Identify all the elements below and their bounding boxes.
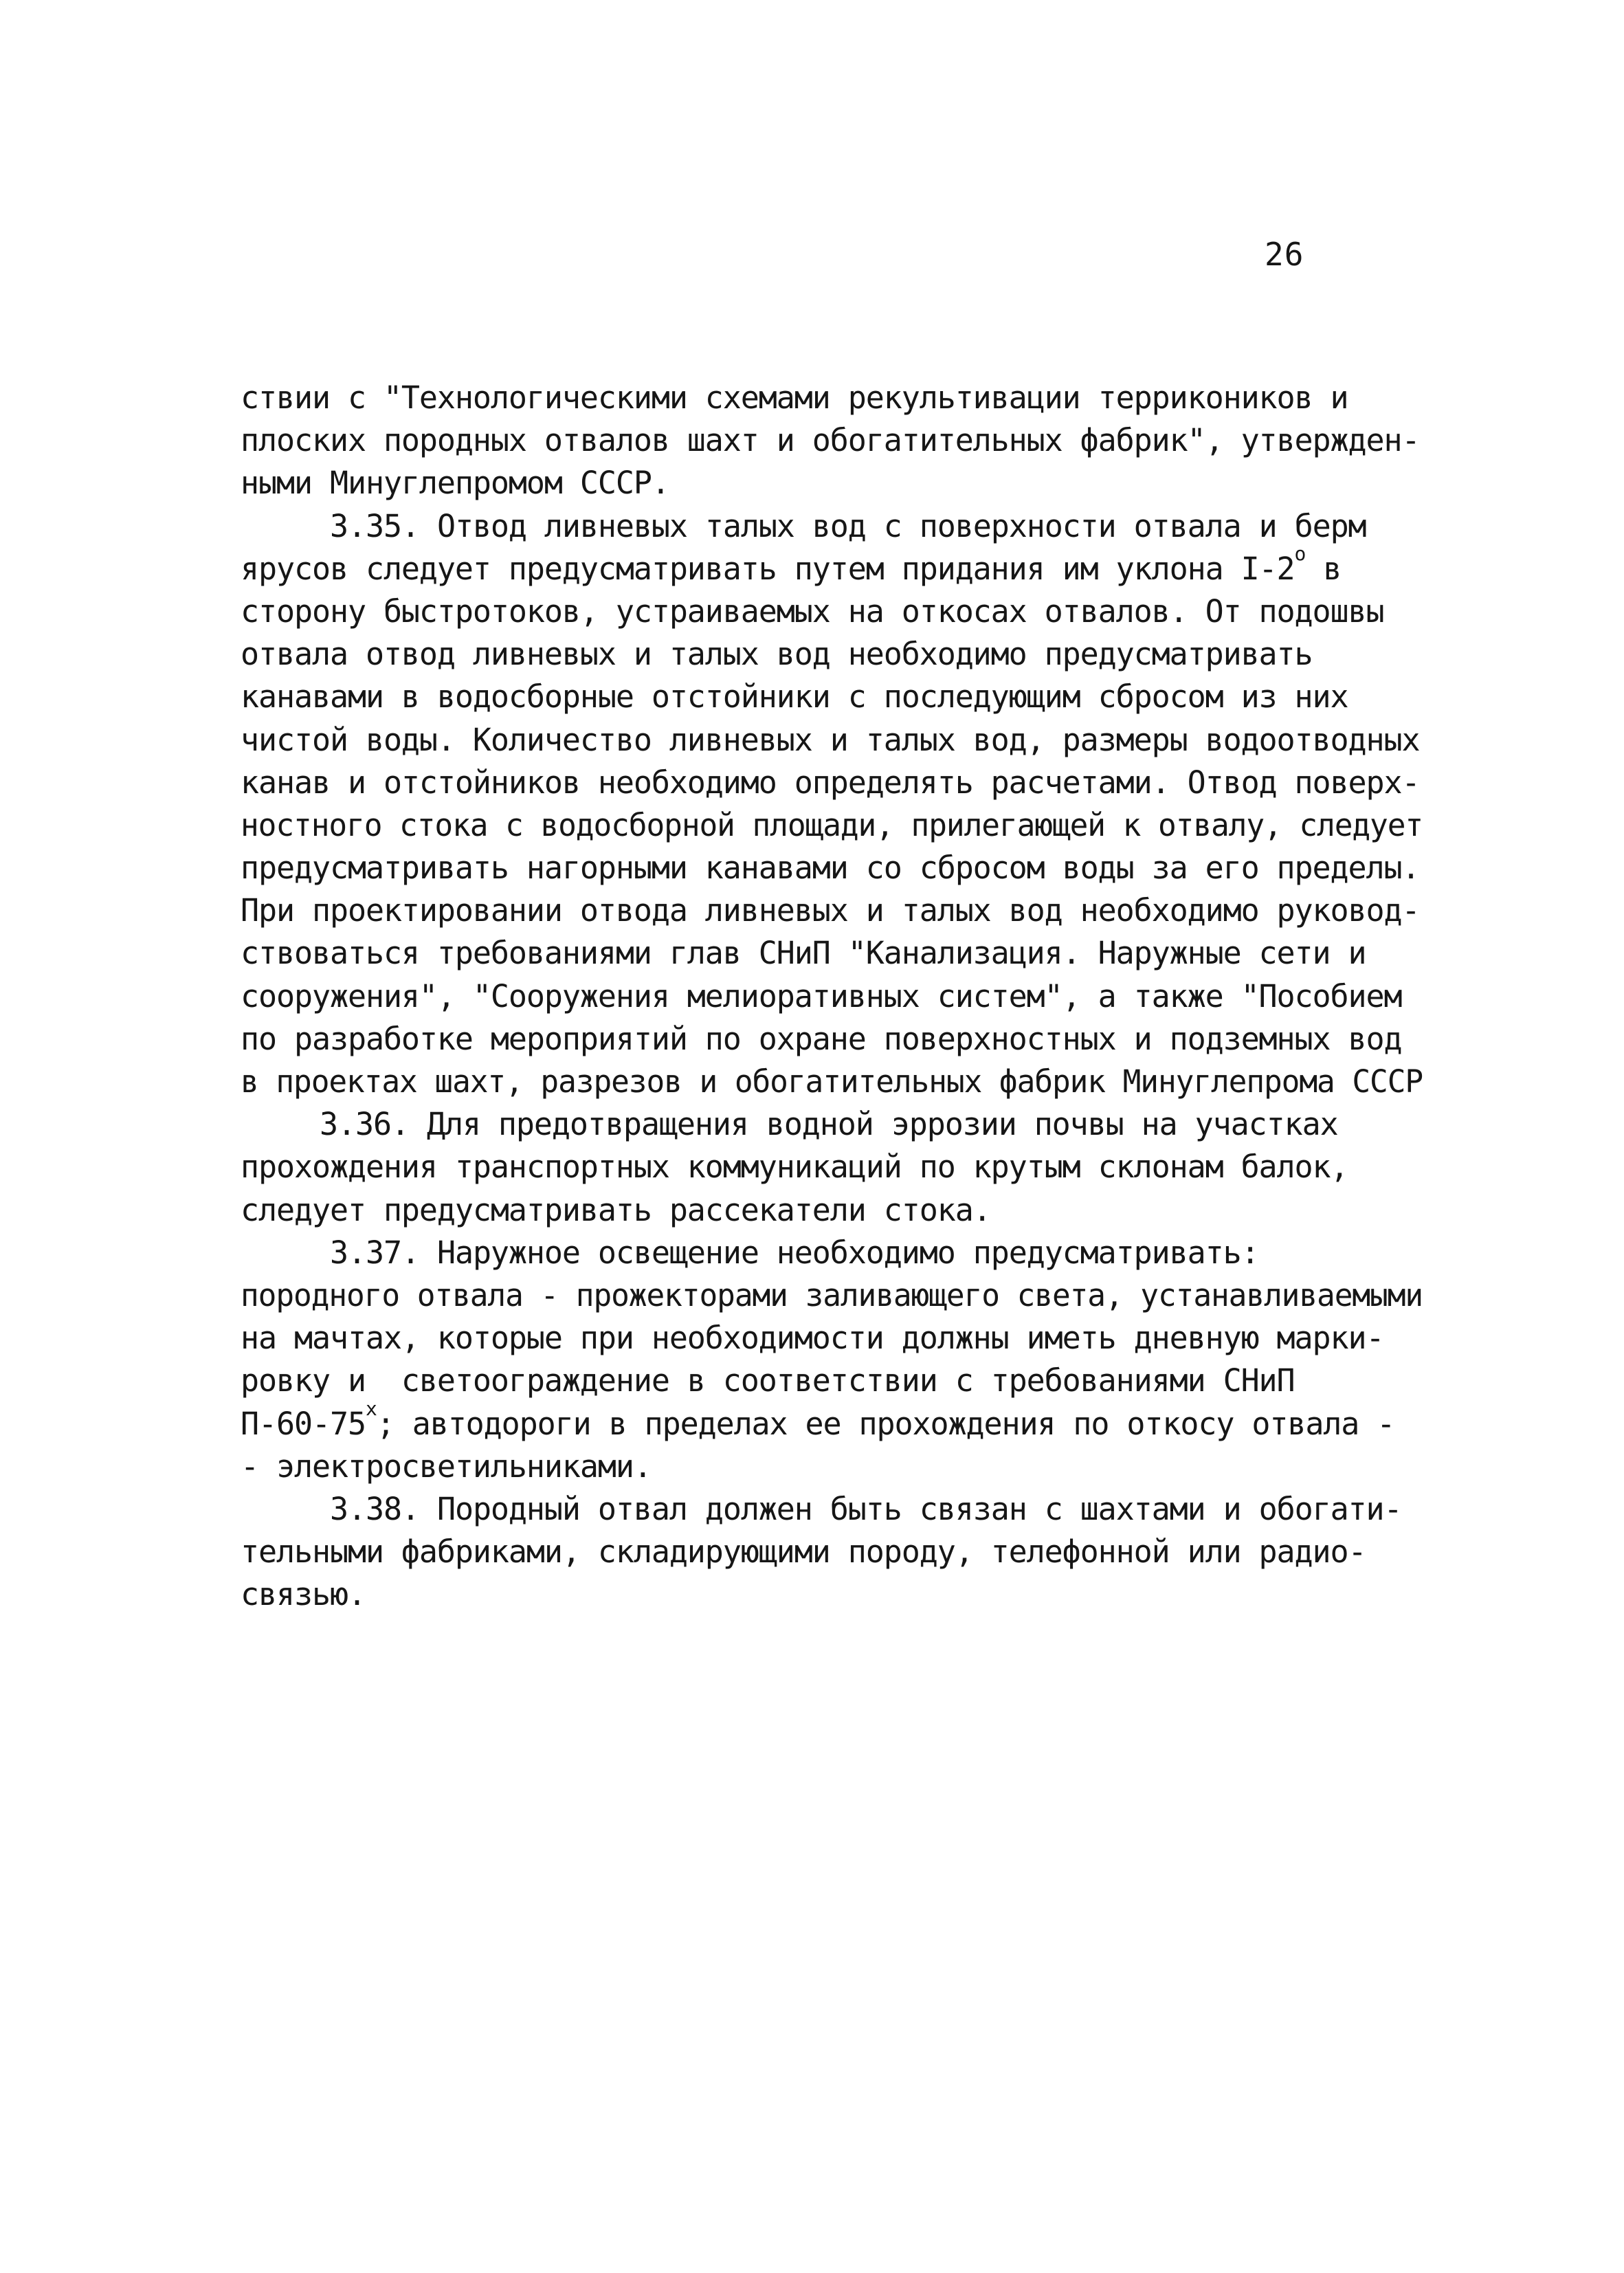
- text-line: ствии с "Технологическими схемами рекультивации террикоников и: [241, 379, 1348, 416]
- text-line: породного отвала - прожекторами заливающего света, устанавливаемыми: [241, 1276, 1423, 1313]
- text-line: предусматривать нагорными канавами со сбросом воды за его пределы.: [241, 850, 1420, 887]
- text-line: прохождения транспортных коммуникаций по крутым склонам балок,: [241, 1149, 1348, 1186]
- degree-superscript: о: [1294, 542, 1306, 565]
- text-line: ровку и светоограждение в соответствии с требованиями СНиП: [241, 1362, 1295, 1399]
- text-line: - электросветильниками.: [241, 1448, 652, 1485]
- text-line: тельными фабриками, складирующими породу, телефонной или радио-: [241, 1533, 1366, 1571]
- paragraph-3-38: [241, 1488, 1423, 1617]
- paragraph-3-37: [241, 1232, 1423, 1488]
- text-line: следует предусматривать рассекатели стока.: [241, 1191, 991, 1228]
- text-line: плоских породных отвалов шахт и обогатительных фабрик", утвержден-: [241, 422, 1420, 459]
- text-line: сооружения", "Сооружения мелиоративных систем", а также "Пособием: [241, 977, 1402, 1014]
- text-line: 3.35. Отвод ливневых талых вод с поверхности отвала и берм: [330, 507, 1366, 544]
- paragraph-continuation: [241, 377, 1423, 505]
- text-line: 3.38. Породный отвал должен быть связан с шахтами и обогати-: [330, 1490, 1402, 1527]
- text-line-with-superscript: [241, 542, 1423, 590]
- text-line: 3.36. Для предотвращения водной эррозии почвы на участках: [320, 1106, 1338, 1143]
- page-number: 26: [1265, 236, 1304, 273]
- text-line: в проектах шахт, разрезов и обогатительных фабрик Минуглепрома СССР: [241, 1063, 1423, 1100]
- text-fragment: ; автодороги в пределах ее прохождения по откосу отвала -: [376, 1405, 1395, 1442]
- text-line: При проектировании отвода ливневых и талых вод необходимо руковод-: [241, 892, 1420, 929]
- text-line: чистой воды. Количество ливневых и талых вод, размеры водоотводных: [241, 721, 1420, 758]
- text-line: сторону быстротоков, устраиваемых на откосах отвалов. От подошвы: [241, 592, 1384, 630]
- text-line: 3.37. Наружное освещение необходимо предусматривать:: [330, 1234, 1259, 1271]
- text-fragment: ярусов следует предусматривать путем придания им уклона I-2: [241, 550, 1295, 587]
- text-line: связью.: [241, 1576, 366, 1613]
- text-line: канав и отстойников необходимо определять расчетами. Отвод поверх-: [241, 764, 1420, 801]
- text-fragment: П-60-75: [241, 1405, 366, 1442]
- text-line: отвала отвод ливневых и талых вод необходимо предусматривать: [241, 636, 1313, 673]
- text-line: канавами в водосборные отстойники с последующим сбросом из них: [241, 678, 1348, 716]
- text-fragment: в: [1305, 550, 1342, 587]
- paragraph-3-36: [241, 1103, 1423, 1232]
- text-line-with-superscript: [241, 1397, 1423, 1445]
- text-line: ными Минуглепромом СССР.: [241, 465, 669, 502]
- text-line: по разработке мероприятий по охране поверхностных и подземных вод: [241, 1020, 1402, 1057]
- snip-superscript: х: [365, 1397, 377, 1420]
- text-line: ствоваться требованиями глав СНиП "Канализация. Наружные сети и: [241, 935, 1366, 972]
- text-line: ностного стока с водосборной площади, прилегающей к отвалу, следует: [241, 806, 1423, 843]
- document-body: [241, 377, 1423, 1616]
- paragraph-3-35: [241, 505, 1423, 1104]
- text-line: на мачтах, которые при необходимости должны иметь дневную марки-: [241, 1320, 1384, 1357]
